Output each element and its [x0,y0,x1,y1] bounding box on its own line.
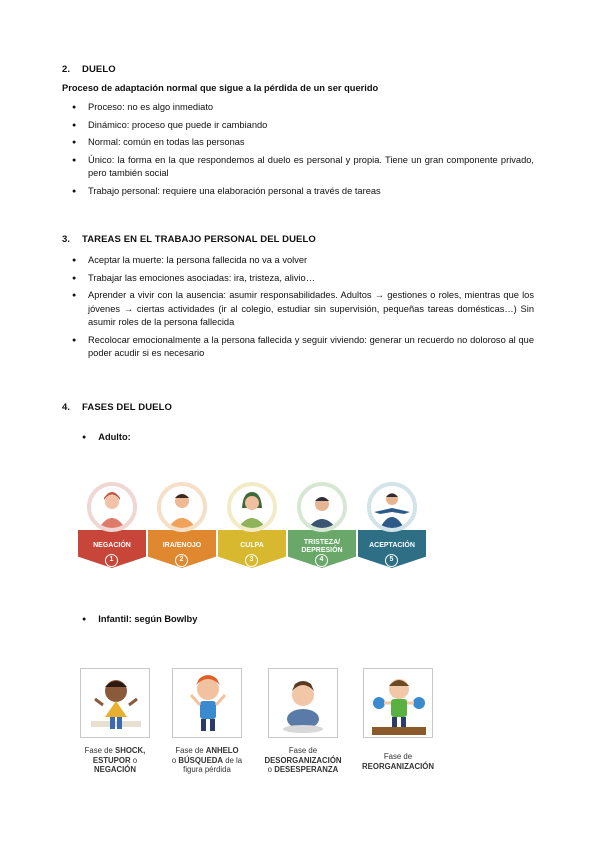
list-item [72,334,534,361]
caption-bold: SHOCK, [115,746,146,755]
list-item-text: Aprender a vivir con la ausencia: asumir responsabilidades. Adultos → gestiones o roles, mientras que los jóvenes → ciertas actividades (ir al colegio, estudiar sin supervisión, pequeñas tareas domésticas…) Sin asumir roles de la persona fallecida [88,290,534,327]
section-4-heading [62,402,172,413]
caption-bold: ESTUPOR [92,755,131,765]
crying-child-icon [173,669,242,738]
list-item [72,185,534,199]
phase-number: 1 [105,554,118,567]
list-item [72,154,534,181]
section-title: FASES DEL DUELO [82,402,173,413]
sad-person-icon [301,486,343,528]
woman-icon [91,486,133,528]
phase-illustration [87,482,137,532]
child-phase-caption [353,752,443,771]
section-title: DUELO [82,64,116,75]
adult-phases-infographic [78,482,428,582]
list-item-text: Trabajo personal: requiere una elaboración personal a través de tareas [88,185,381,196]
list-item [72,119,534,133]
caption-bold: DESORGANIZACIÓN [264,755,342,765]
caption-bold: DESESPERANZA [274,765,339,774]
adult-label-text: Adulto: [98,432,131,442]
child-label [82,614,197,624]
meditating-person-icon [371,486,413,528]
section-2-heading [62,64,116,75]
phase-number: 2 [175,554,188,567]
caption-text: Fase de [175,746,206,755]
section-2-list [72,101,534,202]
phase-illustration [227,482,277,532]
child-phase-illustration [268,668,338,738]
sad-sitting-child-icon [269,669,338,738]
caption-text: o [171,755,179,765]
child-phase-anhelo [172,668,244,775]
phase-negacion [78,482,146,578]
caption-text: de la figura pérdida [183,755,243,774]
list-item [72,101,534,115]
phase-number: 3 [245,554,258,567]
list-item [72,289,534,330]
phase-aceptacion [358,482,426,578]
phase-label: ACEPTACIÓN [369,542,415,549]
phase-number: 4 [315,554,328,567]
phase-label: CULPA [240,542,264,549]
list-item-text: Proceso: no es algo inmediato [88,102,214,112]
caption-bold: REORGANIZACIÓN [362,761,434,771]
section-number: 3. [62,234,71,245]
phase-ira [148,482,216,578]
section-3-heading [62,234,316,245]
shocked-child-icon [81,669,150,738]
phase-illustration [157,482,207,532]
caption-bold: BÚSQUEDA [178,755,224,765]
phase-illustration [297,482,347,532]
list-item-text: Único: la forma en la que respondemos al duelo es personal y propia. Tiene un gran componente privado, pero también social [88,154,534,178]
child-phase-desorganizacion [264,668,342,775]
list-item [72,136,534,150]
adult-label [82,432,131,442]
phase-label: IRA/ENOJO [162,542,202,549]
caption-text: Fase de [383,752,413,761]
playing-child-icon [364,669,433,738]
caption-bold: ANHELO [205,746,239,755]
worried-woman-icon [231,486,273,528]
child-phase-illustration [363,668,433,738]
phase-tristeza [288,482,356,578]
caption-bold: NEGACIÓN [93,765,137,774]
list-item-text: Dinámico: proceso que puede ir cambiando [88,119,268,130]
child-phase-illustration [172,668,242,738]
section-number: 4. [62,402,71,413]
list-item-text: Recolocar emocionalmente a la persona fallecida y seguir viviendo: generar un recuerdo no doloroso al que poder acudir si es necesario [88,334,534,358]
child-phase-shock [80,668,152,775]
caption-text: o [267,765,275,774]
section-3-list [72,254,534,365]
phase-number: 5 [385,554,398,567]
phase-label: TRISTEZA/ DEPRESIÓN [301,539,343,554]
man-icon [161,486,203,528]
caption-text: o [130,755,138,765]
child-label-text: Infantil: según Bowlby [98,614,198,624]
list-item-text: Normal: común en todas las personas [88,137,245,147]
section-title: TAREAS EN EL TRABAJO PERSONAL DEL DUELO [82,234,316,245]
list-item-text: Trabajar las emociones asociadas: ira, tristeza, alivio… [88,272,316,283]
child-phase-reorganizacion [363,668,435,771]
caption-text: Fase de [288,746,318,755]
phase-illustration [367,482,417,532]
list-item [72,254,534,268]
phase-label: NEGACIÓN [93,542,131,549]
list-item [72,272,534,286]
phase-culpa [218,482,286,578]
child-phase-caption [70,746,160,775]
list-item-text: Aceptar la muerte: la persona fallecida no va a volver [88,255,308,265]
child-phase-caption [258,746,348,775]
caption-text: Fase de [84,746,115,755]
section-2-subtitle: Proceso de adaptación normal que sigue a la pérdida de un ser querido [62,83,379,93]
child-phase-caption [162,746,252,775]
section-number: 2. [62,64,71,75]
child-phase-illustration [80,668,150,738]
